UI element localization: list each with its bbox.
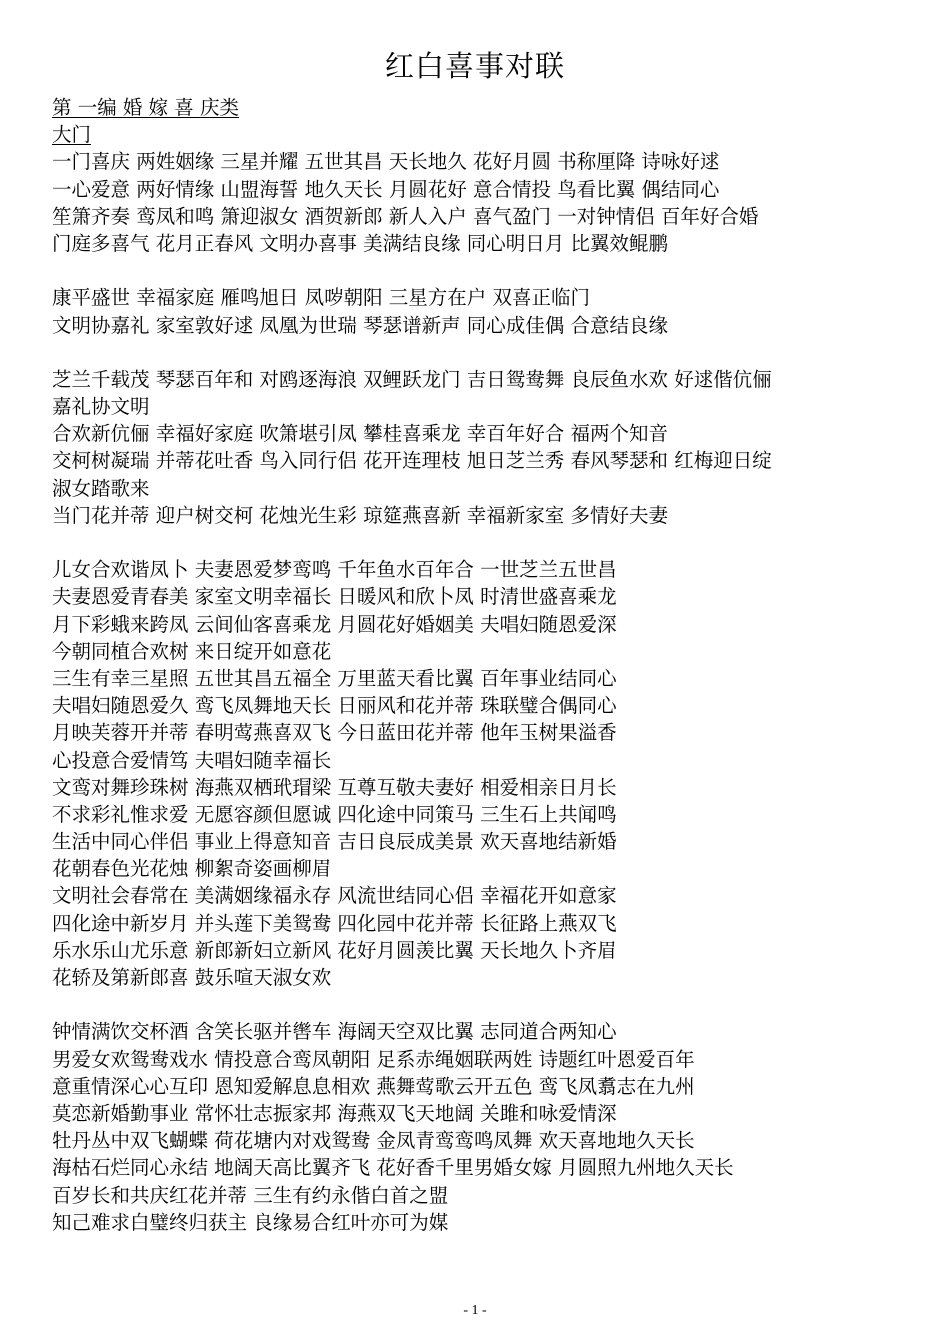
couplet-line: 知己难求白璧终归获主 良缘易合红叶亦可为媒 (52, 1210, 449, 1234)
blank-line (52, 529, 912, 556)
blank-line (52, 339, 912, 366)
blank-line (52, 991, 912, 1018)
couplet-list (52, 148, 912, 1236)
couplet-line: 百岁长和共庆红花并蒂 三生有约永偕白首之盟 (52, 1183, 449, 1207)
couplet-line: 笙箫齐奏 鸾凤和鸣 箫迎淑女 酒贺新郎 新人入户 喜气盈门 一对钟情侣 百年好合婚 (52, 204, 759, 228)
couplet-line: 淑女踏歌来 (52, 476, 150, 500)
couplet-line: 不求彩礼惟求爱 无愿容颜但愿诚 四化途中同策马 三生石上共闻鸣 (52, 802, 617, 826)
couplet-line: 文明社会春常在 美满姻缘福永存 风流世结同心侣 幸福花开如意家 (52, 884, 617, 908)
couplet-line: 钟情满饮交杯酒 含笑长驱并辔车 海阔天空双比翼 志同道合两知心 (52, 1020, 617, 1044)
couplet-line: 月下彩蛾来跨凤 云间仙客喜乘龙 月圆花好婚姻美 夫唱妇随恩爱深 (52, 612, 617, 636)
couplet-line: 合欢新伉俪 幸福好家庭 吹箫堪引凤 攀桂喜乘龙 幸百年好合 福两个知音 (52, 422, 668, 446)
couplet-line: 男爱女欢鸳鸯戏水 情投意合鸾凤朝阳 足系赤绳姻联两姓 诗题红叶恩爱百年 (52, 1047, 695, 1071)
subsection-heading: 大门 (52, 123, 92, 147)
couplet-line: 意重情深心心互印 恩知爱解息息相欢 燕舞莺歌云开五色 鸾飞凤翥志在九州 (52, 1074, 695, 1098)
document-body (52, 94, 912, 1236)
document-title: 红白喜事对联 (384, 49, 565, 83)
couplet-line: 莫恋新婚勤事业 常怀壮志振家邦 海燕双飞天地阔 关雎和咏爱情深 (52, 1101, 617, 1125)
section-heading: 第 一编 婚 嫁 喜 庆类 (52, 96, 239, 119)
couplet-line: 文鸾对舞珍珠树 海燕双栖玳瑁梁 互尊互敬夫妻好 相爱相亲日月长 (52, 775, 617, 799)
couplet-line: 门庭多喜气 花月正春风 文明办喜事 美满结良缘 同心明日月 比翼效鲲鹏 (52, 231, 668, 255)
couplet-line: 花朝春色光花烛 柳絮奇姿画柳眉 (52, 857, 332, 881)
couplet-line: 心投意合爱情笃 夫唱妇随幸福长 (52, 748, 332, 772)
couplet-line: 花轿及第新郎喜 鼓乐喧天淑女欢 (52, 966, 332, 989)
couplet-line: 四化途中新岁月 并头莲下美鸳鸯 四化园中花并蒂 长征路上燕双飞 (52, 911, 617, 935)
couplet-line: 夫妻恩爱青春美 家室文明幸福长 日暖风和欣卜凤 时清世盛喜乘龙 (52, 585, 617, 609)
couplet-line: 夫唱妇随恩爱久 鸾飞凤舞地天长 日丽风和花并蒂 珠联璧合偶同心 (52, 694, 617, 718)
couplet-line: 一心爱意 两好情缘 山盟海誓 地久天长 月圆花好 意合情投 鸟看比翼 偶结同心 (52, 177, 720, 201)
blank-line (52, 257, 912, 284)
couplet-line: 芝兰千载茂 琴瑟百年和 对鸥逐海浪 双鲤跃龙门 吉日鸳鸯舞 良辰鱼水欢 好逑偕伉俪 (52, 367, 772, 391)
couplet-line: 乐水乐山尤乐意 新郎新妇立新风 花好月圆羡比翼 天长地久卜齐眉 (52, 938, 617, 962)
couplet-line: 今朝同植合欢树 来日绽开如意花 (52, 639, 332, 663)
couplet-line: 交柯树凝瑞 并蒂花吐香 鸟入同行侣 花开连理枝 旭日芝兰秀 春风琴瑟和 红梅迎日绽 (52, 449, 772, 473)
couplet-line: 一门喜庆 两姓姻缘 三星并耀 五世其昌 天长地久 花好月圆 书称厘降 诗咏好逑 (52, 150, 720, 174)
couplet-line: 海枯石烂同心永结 地阔天高比翼齐飞 花好香千里男婚女嫁 月圆照九州地久天长 (52, 1156, 734, 1180)
couplet-line: 文明协嘉礼 家室敦好逑 凤凰为世瑞 琴瑟谱新声 同心成佳偶 合意结良缘 (52, 313, 668, 337)
couplet-line: 月映芙蓉开并蒂 春明莺燕喜双飞 今日蓝田花并蒂 他年玉树果溢香 (52, 721, 617, 745)
couplet-line: 康平盛世 幸福家庭 雁鸣旭日 凤哕朝阳 三星方在户 双喜正临门 (52, 286, 590, 310)
couplet-line: 嘉礼协文明 (52, 395, 150, 419)
couplet-line: 生活中同心伴侣 事业上得意知音 吉日良辰成美景 欢天喜地结新婚 (52, 830, 617, 854)
couplet-line: 牡丹丛中双飞蝴蝶 荷花塘内对戏鸳鸯 金凤青鸾鸾鸣凤舞 欢天喜地地久天长 (52, 1129, 695, 1153)
couplet-line: 当门花并蒂 迎户树交柯 花烛光生彩 琼筵燕喜新 幸福新家室 多情好夫妻 (52, 503, 668, 527)
couplet-line: 三生有幸三星照 五世其昌五福全 万里蓝天看比翼 百年事业结同心 (52, 666, 617, 690)
couplet-line: 儿女合欢谐凤卜 夫妻恩爱梦鸾鸣 千年鱼水百年合 一世芝兰五世昌 (52, 558, 617, 582)
page-number: - 1 - (463, 1303, 487, 1318)
